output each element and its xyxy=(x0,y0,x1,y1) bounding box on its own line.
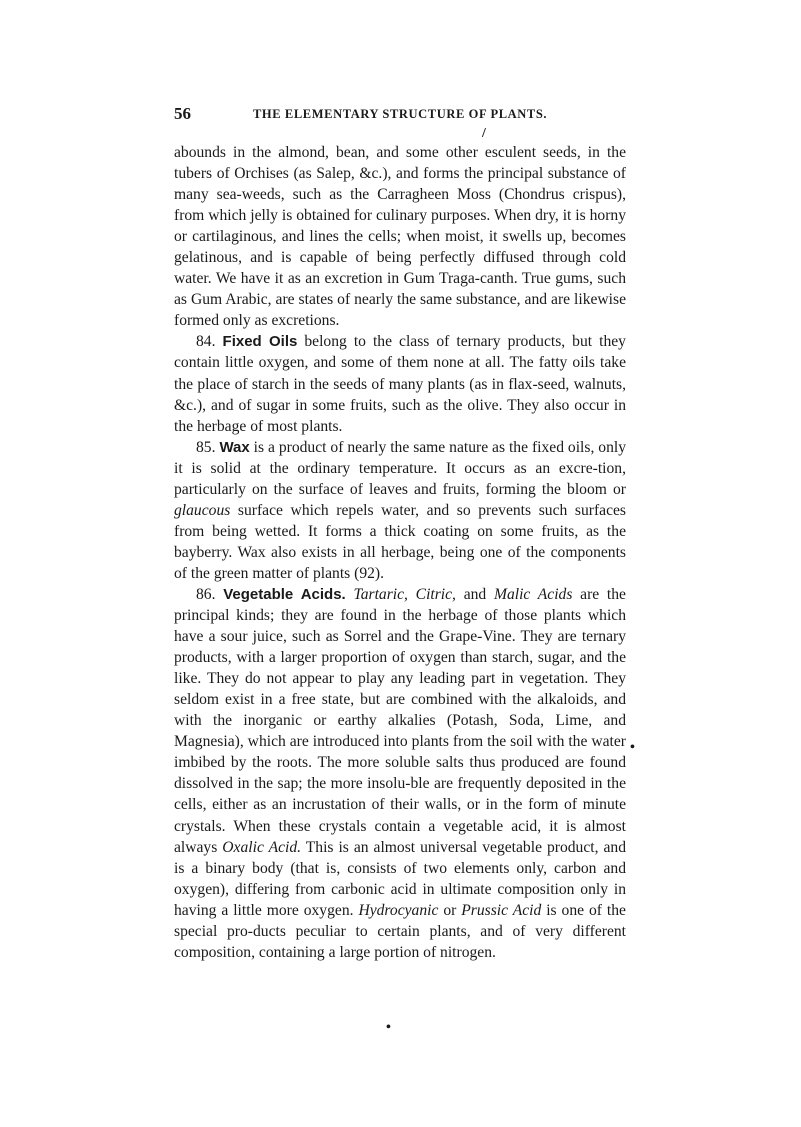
paragraph-text: is one of the special pro-ducts peculiar to certain plants, and of very different composition, containing a large portion of nitrogen. xyxy=(174,901,626,961)
paragraph-text: belong to the class of ternary products, but they contain little oxygen, and some of them none at all. The fatty oils take the place of starch in the seeds of many plants (as in flax-seed, walnuts, &c.), and of sugar in some fruits, such as the olive. They also occur in the herbage of most plants. xyxy=(174,333,626,435)
paragraph-text: and xyxy=(455,585,494,603)
italic-term: Hydrocyanic xyxy=(358,901,439,919)
ink-mark: • xyxy=(386,1020,391,1035)
italic-term: Malic Acids xyxy=(493,585,573,603)
paragraph-text: surface which repels water, and so prevents such surfaces from being wetted. It forms a thick coating on some fruits, as the bayberry. Wax also exists in all herbage, being one of the components of the green matter of plants (92). xyxy=(174,501,626,582)
running-head xyxy=(174,104,644,124)
italic-term: glaucous xyxy=(174,501,231,519)
italic-term: Prussic Acid xyxy=(461,901,542,919)
section-heading: Vegetable Acids. xyxy=(223,585,346,603)
section-heading: Fixed Oils xyxy=(222,333,298,351)
italic-term: Oxalic Acid. xyxy=(222,838,302,856)
section-number: 85. xyxy=(196,438,216,456)
ink-mark: / xyxy=(482,126,486,141)
italic-term: Citric, xyxy=(415,585,456,603)
paragraph-continuation xyxy=(174,142,626,331)
paragraph-wax xyxy=(174,437,626,584)
running-title: THE ELEMENTARY STRUCTURE OF PLANTS. xyxy=(253,107,548,121)
section-number: 84. xyxy=(196,333,216,351)
page-number: 56 xyxy=(174,104,191,123)
paragraph-text: are the principal kinds; they are found in the herbage of those plants which have a sour juice, such as Sorrel and the Grape-Vine. They are ternary products, with a larger proportion of oxygen than starch, sugar, and the like. They do not appear to play any leading part in vegetation. They seldom exist in a free state, but are combined with the alkaloids, and with the inorganic or earthy alkalies (Potash, Soda, Lime, and Magnesia), which are introduced into plants from the soil with the water imbibed by the roots. The more soluble salts thus produced are found dissolved in the sap; the more insolu-ble are frequently deposited in the cells, either as an incrustation of their walls, or in the form of minute crystals. When these crystals contain a vegetable acid, it is almost always xyxy=(174,585,626,856)
body-text xyxy=(174,142,626,963)
paragraph-text: This is an almost universal vegetable product, and is a binary body (that is, consists of two elements only, carbon and oxygen), differing from carbonic acid in ultimate composition only in having a little more oxygen. xyxy=(174,838,626,919)
paragraph-text: or xyxy=(438,901,462,919)
paragraph-vegetable-acids xyxy=(174,584,626,963)
ink-mark: • xyxy=(630,740,635,755)
italic-term: Tartaric, xyxy=(353,585,408,603)
paragraph-text: is a product of nearly the same nature as the fixed oils, only it is solid at the ordinary temperature. It occurs as an excre-tion, particularly on the surface of leaves and fruits, forming the bloom or xyxy=(174,438,626,498)
paragraph-fixed-oils xyxy=(174,331,626,436)
paragraph-text: abounds in the almond, bean, and some other esculent seeds, in the tubers of Orchises (as Salep, &c.), and forms the principal substance of many sea-weeds, such as the Carragheen Moss (Chondrus crispus), from which jelly is obtained for culinary purposes. When dry, it is horny or cartilaginous, and lines the cells; when moist, it swells up, becomes gelatinous, and is capable of being perfectly diffused through cold water. We have it as an excretion in Gum Traga-canth. True gums, such as Gum Arabic, are states of nearly the same substance, and are likewise formed only as excretions. xyxy=(174,144,626,330)
section-heading: Wax xyxy=(219,438,250,456)
section-number: 86. xyxy=(196,585,216,603)
